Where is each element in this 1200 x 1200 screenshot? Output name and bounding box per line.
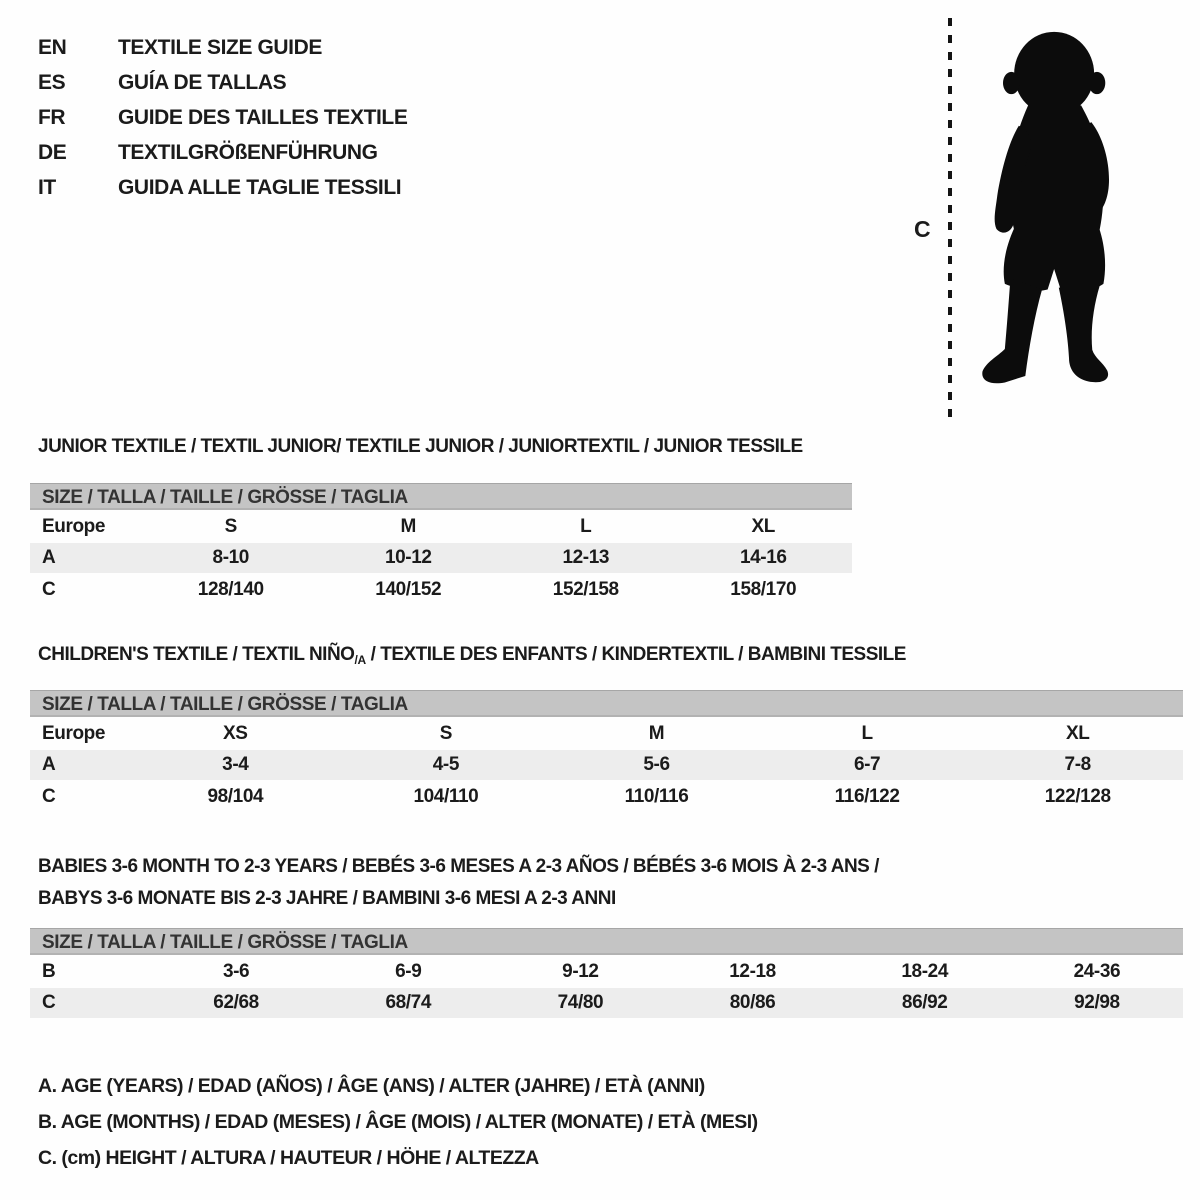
language-row bbox=[38, 135, 407, 170]
children-heading-text: / TEXTILE DES ENFANTS / KINDERTEXTIL / BAMBINI TESSILE bbox=[365, 644, 906, 665]
age-row bbox=[30, 543, 852, 573]
guide-title: GUÍA DE TALLAS bbox=[118, 70, 287, 94]
silhouette-shorts bbox=[1004, 224, 1105, 290]
toddler-silhouette-image bbox=[963, 14, 1149, 418]
size-header-bar: SIZE / TALLA / TAILLE / GRÖSSE / TAGLIA bbox=[30, 928, 1183, 955]
row-key-cell: B bbox=[42, 960, 56, 982]
table-header-row bbox=[30, 717, 1183, 750]
value-cell: 6-9 bbox=[395, 960, 422, 982]
value-cell: 10-12 bbox=[384, 547, 432, 568]
value-cell: 12-18 bbox=[729, 960, 776, 982]
junior-table-grid bbox=[30, 510, 852, 606]
region-label-cell: Europe bbox=[42, 515, 106, 537]
height-row bbox=[30, 780, 1183, 813]
value-cell: 18-24 bbox=[901, 960, 948, 982]
size-header-bar: SIZE / TALLA / TAILLE / GRÖSSE / TAGLIA bbox=[30, 483, 852, 510]
language-code: ES bbox=[38, 70, 66, 94]
value-cell: 74/80 bbox=[557, 992, 604, 1013]
value-cell: 122/128 bbox=[1044, 785, 1111, 807]
value-cell: 110/116 bbox=[624, 785, 689, 807]
height-row bbox=[30, 988, 1183, 1018]
age-row bbox=[30, 750, 1183, 780]
guide-title: GUIDA ALLE TAGLIE TESSILI bbox=[118, 175, 402, 199]
babies-table-grid bbox=[30, 955, 1183, 1018]
size-cell: XS bbox=[223, 722, 248, 744]
children-section-heading bbox=[38, 644, 906, 667]
row-key-cell: C bbox=[42, 785, 56, 807]
value-cell: 3-4 bbox=[222, 754, 249, 775]
children-heading-subscript: /A bbox=[354, 653, 366, 667]
junior-section-heading: JUNIOR TEXTILE / TEXTIL JUNIOR/ TEXTILE JUNIOR / JUNIORTEXTIL / JUNIOR TESSILE bbox=[38, 436, 803, 457]
silhouette-ear bbox=[1003, 72, 1020, 94]
size-cell: L bbox=[580, 515, 592, 537]
value-cell: 116/122 bbox=[834, 785, 900, 807]
legend-line-a: A. AGE (YEARS) / EDAD (AÑOS) / ÂGE (ANS) / ALTER (JAHRE) / ETÀ (ANNI) bbox=[38, 1075, 705, 1097]
size-cell: XL bbox=[751, 515, 775, 537]
table-header-row bbox=[30, 510, 852, 543]
value-cell: 140/152 bbox=[375, 578, 442, 600]
row-key-cell: A bbox=[42, 754, 56, 775]
value-cell: 152/158 bbox=[552, 578, 619, 600]
value-cell: 68/74 bbox=[385, 992, 431, 1013]
guide-title: GUIDE DES TAILLES TEXTILE bbox=[118, 105, 408, 129]
size-cell: L bbox=[861, 722, 873, 744]
babies-heading-line1: BABIES 3-6 MONTH TO 2-3 YEARS / BEBÉS 3-6 MESES A 2-3 AÑOS / BÉBÉS 3-6 MOIS À 2-3 ANS / bbox=[38, 856, 879, 877]
value-cell: 80/86 bbox=[729, 992, 776, 1013]
height-measure-label: C bbox=[914, 216, 931, 242]
silhouette-head bbox=[1014, 32, 1094, 116]
value-cell: 92/98 bbox=[1074, 992, 1120, 1013]
height-dashed-line bbox=[948, 18, 952, 418]
size-header-bar: SIZE / TALLA / TAILLE / GRÖSSE / TAGLIA bbox=[30, 690, 1183, 717]
value-cell: 4-5 bbox=[432, 754, 460, 775]
guide-title: TEXTILE SIZE GUIDE bbox=[118, 35, 322, 59]
language-code: IT bbox=[38, 175, 56, 199]
value-cell: 104/110 bbox=[413, 785, 479, 807]
language-code: EN bbox=[38, 35, 67, 59]
value-cell: 7-8 bbox=[1064, 754, 1091, 775]
language-row bbox=[38, 170, 407, 205]
size-cell: M bbox=[400, 515, 416, 537]
row-key-cell: C bbox=[42, 992, 56, 1013]
value-cell: 62/68 bbox=[213, 992, 259, 1013]
legend-line-b: B. AGE (MONTHS) / EDAD (MESES) / ÂGE (MOIS) / ALTER (MONATE) / ETÀ (MESI) bbox=[38, 1111, 758, 1133]
region-label-cell: Europe bbox=[42, 722, 106, 744]
size-cell: S bbox=[439, 722, 453, 744]
language-code: DE bbox=[38, 140, 67, 164]
language-row bbox=[38, 100, 407, 135]
value-cell: 158/170 bbox=[730, 578, 797, 600]
legend-line-c: C. (cm) HEIGHT / ALTURA / HAUTEUR / HÖHE / ALTEZZA bbox=[38, 1147, 539, 1169]
children-heading-text: CHILDREN'S TEXTILE / TEXTIL NIÑO bbox=[38, 644, 355, 665]
value-cell: 98/104 bbox=[207, 785, 264, 807]
guide-title: TEXTILGRÖßENFÜHRUNG bbox=[118, 140, 378, 164]
row-key-cell: A bbox=[42, 547, 56, 568]
height-row bbox=[30, 573, 852, 606]
value-cell: 128/140 bbox=[197, 578, 264, 600]
size-cell: S bbox=[224, 515, 237, 537]
children-size-table bbox=[30, 690, 1183, 813]
value-cell: 5-6 bbox=[643, 754, 670, 775]
measure-legend bbox=[38, 1068, 758, 1176]
value-cell: 8-10 bbox=[212, 547, 249, 568]
babies-heading-line2: BABYS 3-6 MONATE BIS 2-3 JAHRE / BAMBINI 3-6 MESI A 2-3 ANNI bbox=[38, 888, 616, 909]
value-cell: 14-16 bbox=[739, 547, 787, 568]
months-row bbox=[30, 955, 1183, 988]
row-key-cell: C bbox=[42, 578, 56, 600]
value-cell: 9-12 bbox=[562, 960, 599, 982]
babies-size-table bbox=[30, 928, 1183, 1018]
language-title-block bbox=[38, 30, 407, 205]
value-cell: 3-6 bbox=[222, 960, 250, 982]
value-cell: 24-36 bbox=[1073, 960, 1121, 982]
silhouette-ear bbox=[1089, 72, 1106, 94]
language-row bbox=[38, 30, 407, 65]
size-cell: M bbox=[648, 722, 665, 744]
silhouette-right-leg bbox=[1059, 286, 1108, 383]
language-row bbox=[38, 65, 407, 100]
value-cell: 6-7 bbox=[853, 754, 881, 775]
junior-size-table bbox=[30, 483, 852, 606]
babies-section-heading bbox=[38, 851, 879, 915]
children-table-grid bbox=[30, 717, 1183, 813]
language-code: FR bbox=[38, 105, 66, 129]
value-cell: 86/92 bbox=[901, 992, 948, 1013]
value-cell: 12-13 bbox=[562, 547, 610, 568]
size-cell: XL bbox=[1065, 722, 1090, 744]
silhouette-left-leg bbox=[982, 278, 1042, 383]
